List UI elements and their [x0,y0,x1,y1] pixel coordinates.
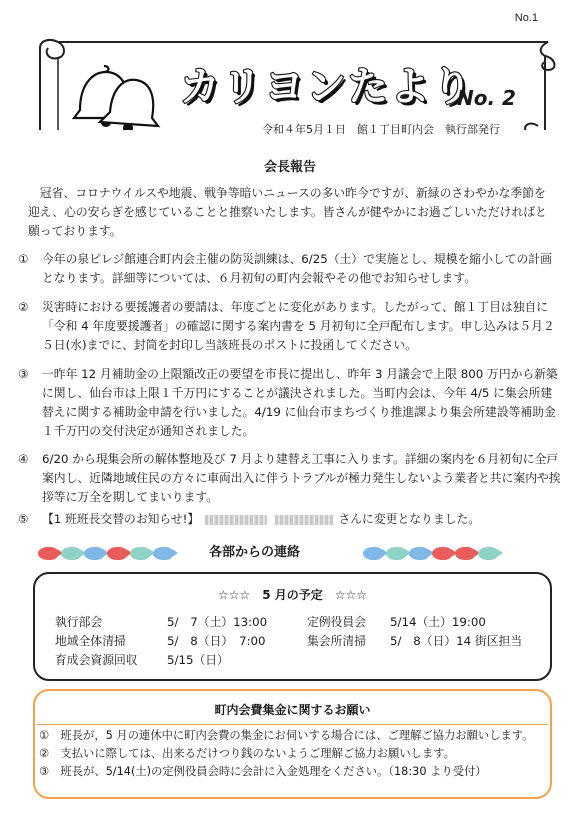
koinobori-icon [363,547,383,560]
report-item [18,365,562,441]
page-number: No.1 [514,12,538,24]
fee-notice-box [33,689,552,799]
koinobori-icon [107,547,127,560]
report-item [18,450,562,507]
report-item [18,250,562,288]
koinobori-icon [432,547,452,560]
koinobori-icon [478,547,498,560]
schedule-date: 5/ 8（日）14 街区担当 [390,634,523,648]
koinobori-icon [455,547,475,560]
item-number: ① [18,252,29,266]
notice-title: 町内会費集金に関するお願い [214,703,371,717]
koinobori-icon [409,547,429,560]
leader-change-suffix: さんに変更となりました。 [338,512,481,526]
section-title-president-report: 会長報告 [263,160,316,175]
notice-divider [37,724,548,725]
intro-paragraph: 冠省、コロナウイルスや地震、戦争等暗いニュースの多い昨今ですが、新緑のさわやかな季節を迎え、心の安らぎを感じていることと推察いたします。皆さんが健やかにお過ごしいただければと願っております。 [28,186,547,238]
item-number: ③ [18,367,29,381]
koinobori-icon [84,547,104,560]
section-title-liaison: 各部からの連絡 [209,545,301,560]
schedule-date: 5/15（日） [167,653,229,667]
item-text: 一昨年 12 月補助金の上限額改正の要望を市長に提出し、昨年 3 月議会で上限 800 万円から新築に関し、仙台市は上限１千万円にすることが議決されました。当町内会は、今年 4/5 に集会所建替えに関する補助金申請を行いました。4/19 に仙台市まちづくり推進課より集会所建設等補助金１千万円の交付決定が通知されました。 [42,367,558,438]
newsletter-title: カリヨンたより [180,64,474,110]
report-item [18,510,562,529]
koinobori-icon [153,547,173,560]
schedule-date: 5/ 8（日） 7:00 [167,634,266,648]
schedule-label: 執行部会 [55,615,103,629]
publication-line: 令和４年5月１日 館１丁目町内会 執行部発行 [262,123,500,136]
koinobori-icon [386,547,406,560]
leader-change-notice: 【1 班班長交替のお知らせ!】 [42,512,200,526]
item-number: ④ [18,452,29,466]
schedule-label: 集会所清掃 [307,634,366,648]
notice-line: ③ 班長が、5/14(土)の定例役員会時に会計に入金処理をください。（18:30 より受付） [39,765,487,778]
koinobori-icon [38,547,58,560]
schedule-label: 定例役員会 [307,615,366,629]
koinobori-icon [61,547,81,560]
notice-line: ① 班長が，5 月の連休中に町内会費の集金にお伺いする場合には、ご理解ご協力お願いします。 [39,729,534,742]
report-item [18,298,562,355]
schedule-date: 5/14（土）19:00 [390,615,486,629]
notice-line: ② 支払いに際しては、出来るだけつり銭のないようご理解ご協力お願いします。 [39,747,455,760]
item-text: 6/20 から現集会所の解体整地及び 7 月より建替え工事に入ります。詳細の案内を６月初旬に全戸案内し、近隣地域住民の方々に車両出入に伴うトラブルが極力発生しないよう業者と共に案内や挨拶等に万全を期してまいります。 [42,452,561,504]
schedule-label: 育成会資源回収 [55,653,138,667]
redacted-name [205,515,267,525]
issue-number: No. 2 [457,86,516,110]
item-text: 今年の泉ピレジ館連合町内会主催の防災訓練は、6/25（土）で実施とし、規模を縮小しての計画となります。詳細等については、６月初旬の町内会報やその他でお知らせします。 [42,252,552,285]
item-text: 災害時における要援護者の要請は、年度ごとに変化があります。したがって、館１丁目は独自に「令和 4 年度要援護者」の確認に関する案内書を 5 月初旬に全戸配布します。申し込みは５月２５日(水)までに、封筒を封印し当該班長のポストに投函してください。 [42,300,555,352]
schedule-title: ☆☆☆ 5 月の予定 ☆☆☆ [217,588,368,602]
redacted-name [275,515,333,525]
item-number: ⑤ [18,512,29,526]
koinobori-icon [130,547,150,560]
schedule-box [33,572,552,681]
schedule-date: 5/ 7（土）13:00 [167,615,268,629]
item-number: ② [18,300,29,314]
schedule-label: 地域全体清掃 [55,634,126,648]
